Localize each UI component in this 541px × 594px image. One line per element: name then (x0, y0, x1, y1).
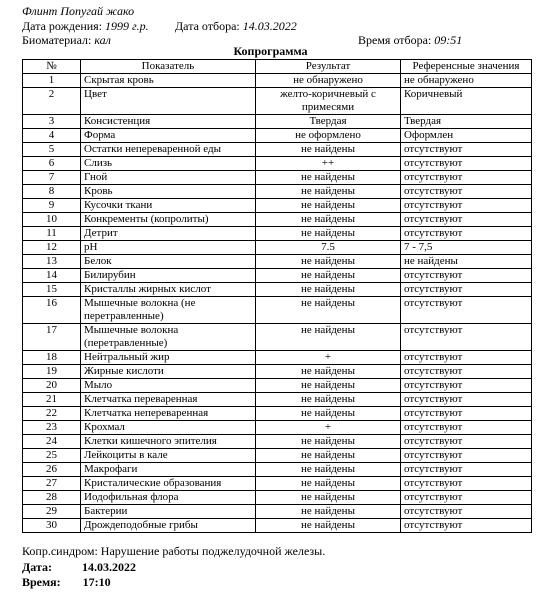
result-value: не найдены (256, 505, 401, 519)
sample-date-label: Дата отбора: (175, 19, 240, 33)
result-value: не найдены (256, 269, 401, 283)
parameter-name: Мыло (81, 379, 256, 393)
reference-value: отсутствуют (401, 269, 532, 283)
parameter-name: Белок (81, 255, 256, 269)
col-header-parameter: Показатель (81, 60, 256, 74)
row-number: 11 (23, 227, 81, 241)
result-value: не найдены (256, 185, 401, 199)
table-header-row (23, 60, 532, 74)
table-body (23, 74, 532, 533)
result-value: не найдены (256, 491, 401, 505)
result-value: не найдены (256, 477, 401, 491)
col-header-number: № (23, 60, 81, 74)
parameter-name: Клетки кишечного эпителия (81, 435, 256, 449)
reference-value: отсутствуют (401, 449, 532, 463)
parameter-name: Мышечные волокна (перетравленные) (81, 324, 256, 351)
row-number: 27 (23, 477, 81, 491)
parameter-name: Макрофаги (81, 463, 256, 477)
result-value: не найдены (256, 227, 401, 241)
table-row (23, 407, 532, 421)
reference-value: отсутствуют (401, 199, 532, 213)
reference-value: отсутствуют (401, 519, 532, 533)
reference-value: отсутствуют (401, 393, 532, 407)
row-number: 14 (23, 269, 81, 283)
row-number: 9 (23, 199, 81, 213)
parameter-name: Кристаллы жирных кислот (81, 283, 256, 297)
reference-value: Твердая (401, 115, 532, 129)
parameter-name: Клетчатка непереваренная (81, 407, 256, 421)
table-row (23, 463, 532, 477)
table-row (23, 213, 532, 227)
parameter-name: Остатки непереваренной еды (81, 143, 256, 157)
parameter-name: Крохмал (81, 421, 256, 435)
reference-value: отсутствуют (401, 463, 532, 477)
reference-value: отсутствуют (401, 227, 532, 241)
reference-value: отсутствуют (401, 407, 532, 421)
row-number: 15 (23, 283, 81, 297)
table-row (23, 185, 532, 199)
parameter-name: Мышечные волокна (не перетравленные) (81, 297, 256, 324)
col-header-result: Результат (256, 60, 401, 74)
parameter-name: Детрит (81, 227, 256, 241)
reference-value: не найдены (401, 255, 532, 269)
col-header-reference: Референсные значения (401, 60, 532, 74)
table-row (23, 421, 532, 435)
report-title: Копрограмма (233, 44, 308, 58)
result-value: не найдены (256, 407, 401, 421)
table-row (23, 143, 532, 157)
result-value: не найдены (256, 213, 401, 227)
reference-value: отсутствуют (401, 171, 532, 185)
result-value: не найдены (256, 255, 401, 269)
report-date-value: 14.03.2022 (81, 560, 136, 574)
row-number: 12 (23, 241, 81, 255)
parameter-name: Цвет (81, 88, 256, 115)
report-time-value: 17:10 (82, 575, 111, 589)
row-number: 2 (23, 88, 81, 115)
parameter-name: Кровь (81, 185, 256, 199)
table-row (23, 157, 532, 171)
table-row (23, 227, 532, 241)
result-value: не найдены (256, 393, 401, 407)
result-value: Твердая (256, 115, 401, 129)
row-number: 19 (23, 365, 81, 379)
table-row (23, 255, 532, 269)
parameter-name: Кусочки ткани (81, 199, 256, 213)
result-value: + (256, 351, 401, 365)
reference-value: отсутствуют (401, 297, 532, 324)
table-row (23, 297, 532, 324)
reference-value: отсутствуют (401, 421, 532, 435)
row-number: 20 (23, 379, 81, 393)
results-table (22, 59, 532, 533)
table-row (23, 435, 532, 449)
table-row (23, 171, 532, 185)
table-row (23, 283, 532, 297)
sample-date-line (175, 19, 297, 33)
parameter-name: Консистенция (81, 115, 256, 129)
table-row (23, 199, 532, 213)
row-number: 28 (23, 491, 81, 505)
reference-value: не обнаружено (401, 74, 532, 88)
parameter-name: Нейтральный жир (81, 351, 256, 365)
table-row (23, 351, 532, 365)
result-value: не оформлено (256, 129, 401, 143)
sample-time-value: 09:51 (434, 33, 463, 47)
table-row (23, 324, 532, 351)
parameter-name: Бактерии (81, 505, 256, 519)
result-value: не найдены (256, 463, 401, 477)
row-number: 17 (23, 324, 81, 351)
parameter-name: Лейкоциты в кале (81, 449, 256, 463)
reference-value: отсутствуют (401, 491, 532, 505)
parameter-name: Форма (81, 129, 256, 143)
table-row (23, 88, 532, 115)
reference-value: отсутствуют (401, 477, 532, 491)
report-time-line (22, 575, 111, 589)
parameter-name: Гной (81, 171, 256, 185)
result-value: + (256, 421, 401, 435)
reference-value: отсутствуют (401, 185, 532, 199)
reference-value: отсутствуют (401, 505, 532, 519)
result-value: 7.5 (256, 241, 401, 255)
reference-value: Оформлен (401, 129, 532, 143)
result-value: не найдены (256, 435, 401, 449)
row-number: 6 (23, 157, 81, 171)
syndrome-note: Копр.синдром: Нарушение работы поджелудочной железы. (22, 544, 326, 558)
parameter-name: Кристалические образования (81, 477, 256, 491)
table-row (23, 365, 532, 379)
reference-value: отсутствуют (401, 157, 532, 171)
row-number: 29 (23, 505, 81, 519)
row-number: 23 (23, 421, 81, 435)
birth-date-line (22, 19, 149, 33)
result-value: не найдены (256, 297, 401, 324)
table-row (23, 519, 532, 533)
result-value: ++ (256, 157, 401, 171)
parameter-name: Жирные кислоти (81, 365, 256, 379)
parameter-name: Слизь (81, 157, 256, 171)
row-number: 8 (23, 185, 81, 199)
sample-date-value: 14.03.2022 (242, 19, 297, 33)
material-label: Биоматериал: (22, 33, 92, 47)
result-value: не найдены (256, 199, 401, 213)
result-value: не найдены (256, 449, 401, 463)
reference-value: отсутствуют (401, 365, 532, 379)
row-number: 26 (23, 463, 81, 477)
row-number: 24 (23, 435, 81, 449)
table-row (23, 129, 532, 143)
reference-value: отсутствуют (401, 324, 532, 351)
result-value: не обнаружено (256, 74, 401, 88)
table-row (23, 393, 532, 407)
table-row (23, 449, 532, 463)
row-number: 1 (23, 74, 81, 88)
table-row (23, 379, 532, 393)
reference-value: отсутствуют (401, 283, 532, 297)
result-value: не найдены (256, 283, 401, 297)
row-number: 13 (23, 255, 81, 269)
row-number: 5 (23, 143, 81, 157)
table-row (23, 115, 532, 129)
report-date-line (22, 560, 136, 574)
result-value: не найдены (256, 143, 401, 157)
reference-value: отсутствуют (401, 351, 532, 365)
table-row (23, 477, 532, 491)
birth-date-value: 1999 г.р. (105, 19, 149, 33)
table-row (23, 241, 532, 255)
report-date-label: Дата: (22, 560, 52, 574)
report-time-label: Время: (22, 575, 61, 589)
row-number: 7 (23, 171, 81, 185)
row-number: 30 (23, 519, 81, 533)
result-value: не найдены (256, 324, 401, 351)
result-value: не найдены (256, 171, 401, 185)
parameter-name: Конкременты (копролиты) (81, 213, 256, 227)
parameter-name: Билирубин (81, 269, 256, 283)
result-value: желто-коричневый с примесями (256, 88, 401, 115)
row-number: 4 (23, 129, 81, 143)
parameter-name: Скрытая кровь (81, 74, 256, 88)
reference-value: 7 - 7,5 (401, 241, 532, 255)
row-number: 21 (23, 393, 81, 407)
row-number: 18 (23, 351, 81, 365)
parameter-name: pH (81, 241, 256, 255)
reference-value: отсутствуют (401, 213, 532, 227)
row-number: 16 (23, 297, 81, 324)
row-number: 22 (23, 407, 81, 421)
row-number: 25 (23, 449, 81, 463)
reference-value: отсутствуют (401, 143, 532, 157)
parameter-name: Дрождеподобные грибы (81, 519, 256, 533)
reference-value: отсутствуют (401, 435, 532, 449)
table-row (23, 74, 532, 88)
row-number: 10 (23, 213, 81, 227)
patient-name: Флинт Попугай жако (22, 4, 135, 18)
result-value: не найдены (256, 365, 401, 379)
parameter-name: Иодофильная флора (81, 491, 256, 505)
sample-time-label: Время отбора: (358, 33, 432, 47)
birth-date-label: Дата рождения: (22, 19, 103, 33)
reference-value: Коричневый (401, 88, 532, 115)
table-row (23, 505, 532, 519)
table-row (23, 269, 532, 283)
result-value: не найдены (256, 379, 401, 393)
table-row (23, 491, 532, 505)
reference-value: отсутствуют (401, 379, 532, 393)
parameter-name: Клетчатка переваренная (81, 393, 256, 407)
result-value: не найдены (256, 519, 401, 533)
row-number: 3 (23, 115, 81, 129)
material-value: кал (94, 33, 111, 47)
